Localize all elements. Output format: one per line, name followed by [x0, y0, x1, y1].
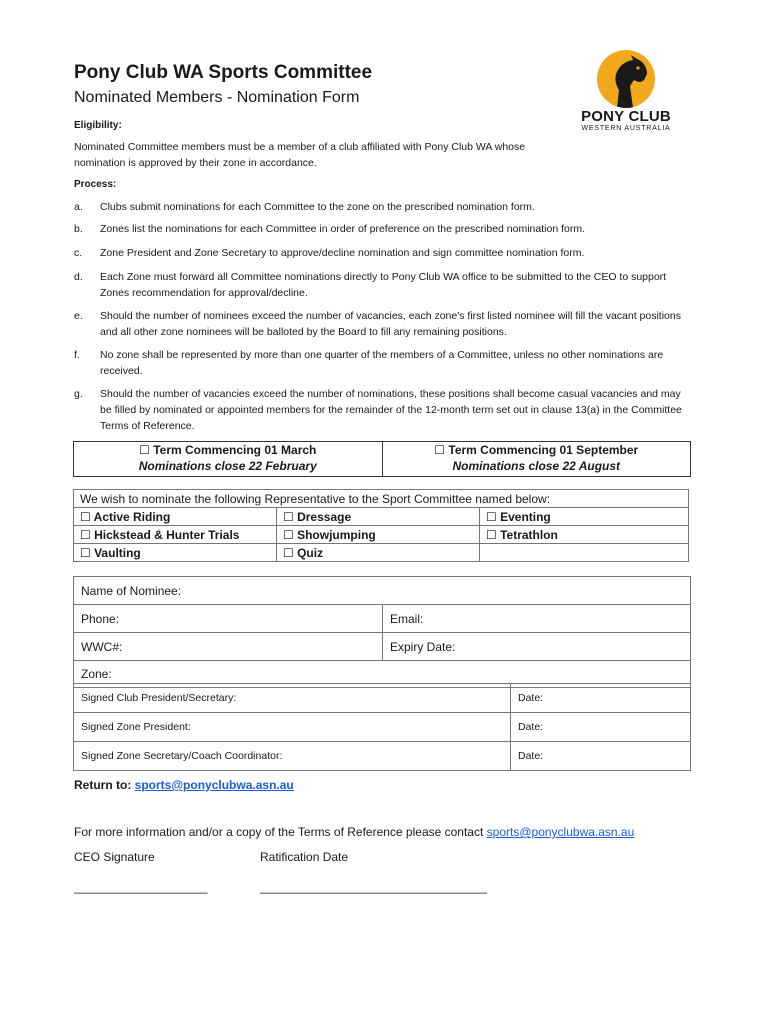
signature-table	[73, 683, 691, 771]
ratification-date-label: Ratification Date	[260, 850, 349, 864]
sport-checkbox-vaulting[interactable]: ☐ Vaulting	[74, 544, 277, 562]
step-letter: a.	[74, 201, 83, 213]
term-september-option[interactable]	[382, 442, 691, 476]
process-step	[74, 347, 694, 379]
nominee-name-field[interactable]: Name of Nominee:	[74, 577, 691, 605]
step-letter: c.	[74, 247, 83, 259]
more-info-text: For more information and/or a copy of the Terms of Reference please contact	[74, 825, 484, 839]
step-letter: g.	[74, 388, 83, 400]
term-september-close: Nominations close 22 August	[452, 459, 621, 473]
term-september-label: ☐ Term Commencing 01 September	[434, 443, 639, 457]
process-step	[74, 386, 694, 434]
term-march-label: ☐ Term Commencing 01 March	[139, 443, 317, 457]
sport-checkbox-tetrathlon[interactable]: ☐ Tetrathlon	[480, 526, 689, 544]
sport-empty-cell	[480, 544, 689, 562]
sport-checkbox-eventing[interactable]: ☐ Eventing	[480, 508, 689, 526]
page-title: Pony Club WA Sports Committee	[74, 62, 373, 83]
ceo-signature-line: ____________________	[74, 880, 208, 894]
step-letter: e.	[74, 310, 83, 322]
process-step	[74, 308, 694, 340]
sport-committee-table	[73, 489, 689, 562]
zone-secretary-date-field[interactable]: Date:	[511, 742, 691, 771]
return-to-line	[74, 778, 294, 792]
process-step	[74, 221, 694, 237]
nominee-details-table	[73, 576, 691, 688]
logo-subtitle: WESTERN AUSTRALIA	[581, 125, 671, 132]
step-letter: b.	[74, 223, 83, 235]
term-selection-box	[73, 441, 691, 477]
step-text: Zone President and Zone Secretary to approve/decline nomination and sign committee nomination form.	[100, 247, 585, 259]
eligibility-label: Eligibility:	[74, 120, 122, 131]
club-president-signature-field[interactable]: Signed Club President/Secretary:	[74, 684, 511, 713]
club-president-date-field[interactable]: Date:	[511, 684, 691, 713]
sport-committee-heading: We wish to nominate the following Representative to the Sport Committee named below:	[74, 490, 689, 508]
step-text: Clubs submit nominations for each Committee to the zone on the prescribed nomination form.	[100, 201, 535, 213]
step-text: Should the number of vacancies exceed the number of nominations, these positions shall become casual vacancies and may be filled by nominated or appointed members for the remainder of the 12-month term set out in clause 13(a) in the Committee Terms of Reference.	[100, 388, 682, 432]
eligibility-text: Nominated Committee members must be a member of a club affiliated with Pony Club WA whose nomination is approved by their zone in accordance.	[74, 141, 526, 169]
wwc-field[interactable]: WWC#:	[74, 633, 383, 661]
step-text: Each Zone must forward all Committee nominations directly to Pony Club WA office to be submitted to the CEO to support Zones recommendation for approval/decline.	[100, 271, 667, 299]
expiry-date-field[interactable]: Expiry Date:	[383, 633, 691, 661]
zone-president-signature-field[interactable]: Signed Zone President:	[74, 713, 511, 742]
sport-checkbox-dressage[interactable]: ☐ Dressage	[277, 508, 480, 526]
step-letter: d.	[74, 271, 83, 283]
zone-secretary-signature-field[interactable]: Signed Zone Secretary/Coach Coordinator:	[74, 742, 511, 771]
term-march-close: Nominations close 22 February	[138, 459, 317, 473]
sport-checkbox-showjumping[interactable]: ☐ Showjumping	[277, 526, 480, 544]
return-email-link[interactable]: sports@ponyclubwa.asn.au	[134, 778, 294, 792]
step-letter: f.	[74, 349, 80, 361]
sport-checkbox-active-riding[interactable]: ☐ Active Riding	[74, 508, 277, 526]
page-subtitle: Nominated Members - Nomination Form	[74, 89, 360, 106]
more-info-email-link[interactable]: sports@ponyclubwa.asn.au	[486, 825, 635, 839]
process-step	[74, 245, 694, 261]
ceo-signature-label: CEO Signature	[74, 850, 155, 864]
more-info-line	[74, 825, 634, 839]
ratification-date-line: __________________________________	[260, 880, 487, 894]
step-text: Should the number of nominees exceed the number of vacancies, each zone's first listed nominee will fill the vacant positions and all other zone nominees will be balloted by the Board to fill any remaining positions.	[100, 310, 681, 338]
step-text: No zone shall be represented by more than one quarter of the members of a Committee, unless no other nominations are received.	[100, 349, 664, 377]
sport-checkbox-quiz[interactable]: ☐ Quiz	[277, 544, 480, 562]
horse-head-icon	[597, 50, 655, 108]
process-step	[74, 269, 694, 301]
logo-name: PONY CLUB	[581, 108, 671, 125]
process-label: Process:	[74, 179, 117, 190]
email-field[interactable]: Email:	[383, 605, 691, 633]
phone-field[interactable]: Phone:	[74, 605, 383, 633]
term-march-option[interactable]	[74, 442, 382, 476]
zone-president-date-field[interactable]: Date:	[511, 713, 691, 742]
zone-field[interactable]: Zone:	[74, 661, 691, 688]
pony-club-logo	[578, 50, 674, 134]
step-text: Zones list the nominations for each Committee in order of preference on the prescribed nomination form.	[100, 223, 585, 235]
process-step	[74, 199, 694, 215]
sport-checkbox-hickstead[interactable]: ☐ Hickstead & Hunter Trials	[74, 526, 277, 544]
return-label: Return to:	[74, 778, 132, 792]
